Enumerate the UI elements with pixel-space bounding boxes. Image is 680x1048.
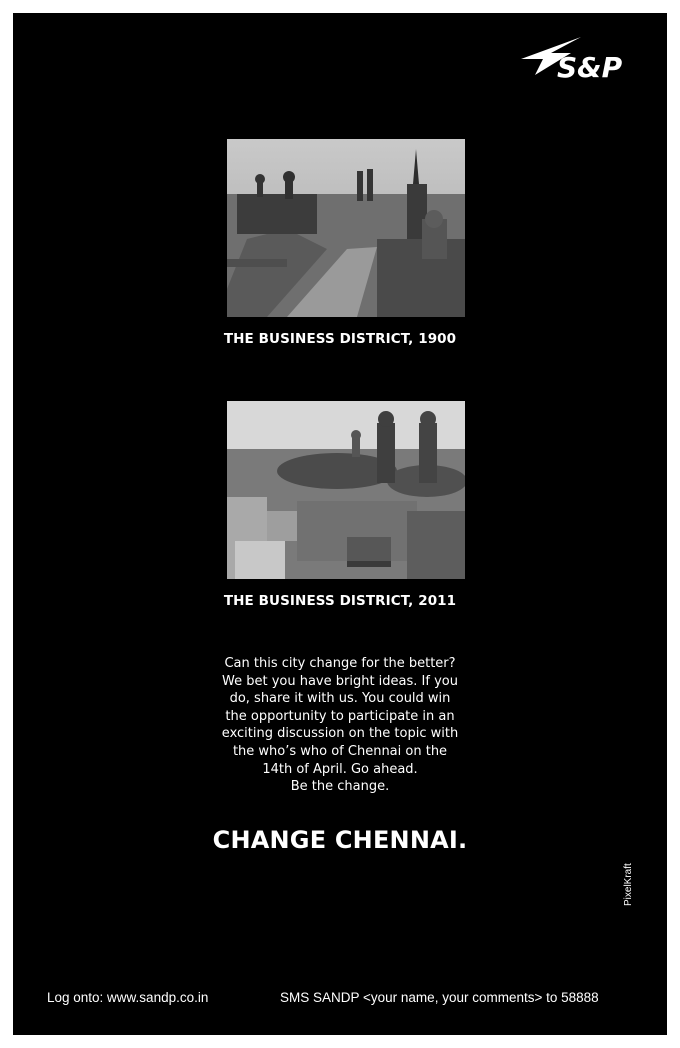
photo-1900-caption: THE BUSINESS DISTRICT, 1900: [223, 331, 457, 347]
photo-1900-image: [227, 139, 465, 317]
body-line: the opportunity to participate in an: [225, 708, 455, 724]
photo-2011: [227, 401, 465, 579]
photo-2011-caption: THE BUSINESS DISTRICT, 2011: [223, 593, 457, 609]
body-line: 14th of April. Go ahead.: [262, 761, 418, 777]
photo-2011-image: [227, 401, 465, 579]
body-line: exciting discussion on the topic with: [221, 726, 459, 742]
agency-credit: PixelKraft: [623, 863, 634, 906]
body-line: the who’s who of Chennai on the: [232, 743, 448, 759]
sms-instructions: SMS SANDP <your name, your comments> to 58888: [280, 990, 599, 1005]
photo-1900: [227, 139, 465, 317]
sp-logo: [521, 35, 641, 81]
body-line: We bet you have bright ideas. If you: [222, 673, 458, 689]
body-line: do, share it with us. You could win: [229, 691, 451, 707]
brand-name: S&P: [557, 51, 623, 81]
body-line: Be the change.: [290, 779, 390, 795]
body-line: Can this city change for the better?: [224, 656, 456, 671]
headline: CHANGE CHENNAI.: [212, 826, 468, 854]
body-copy: [13, 655, 667, 796]
website-link[interactable]: Log onto: www.sandp.co.in: [47, 990, 209, 1005]
ad-page: [13, 13, 667, 1035]
